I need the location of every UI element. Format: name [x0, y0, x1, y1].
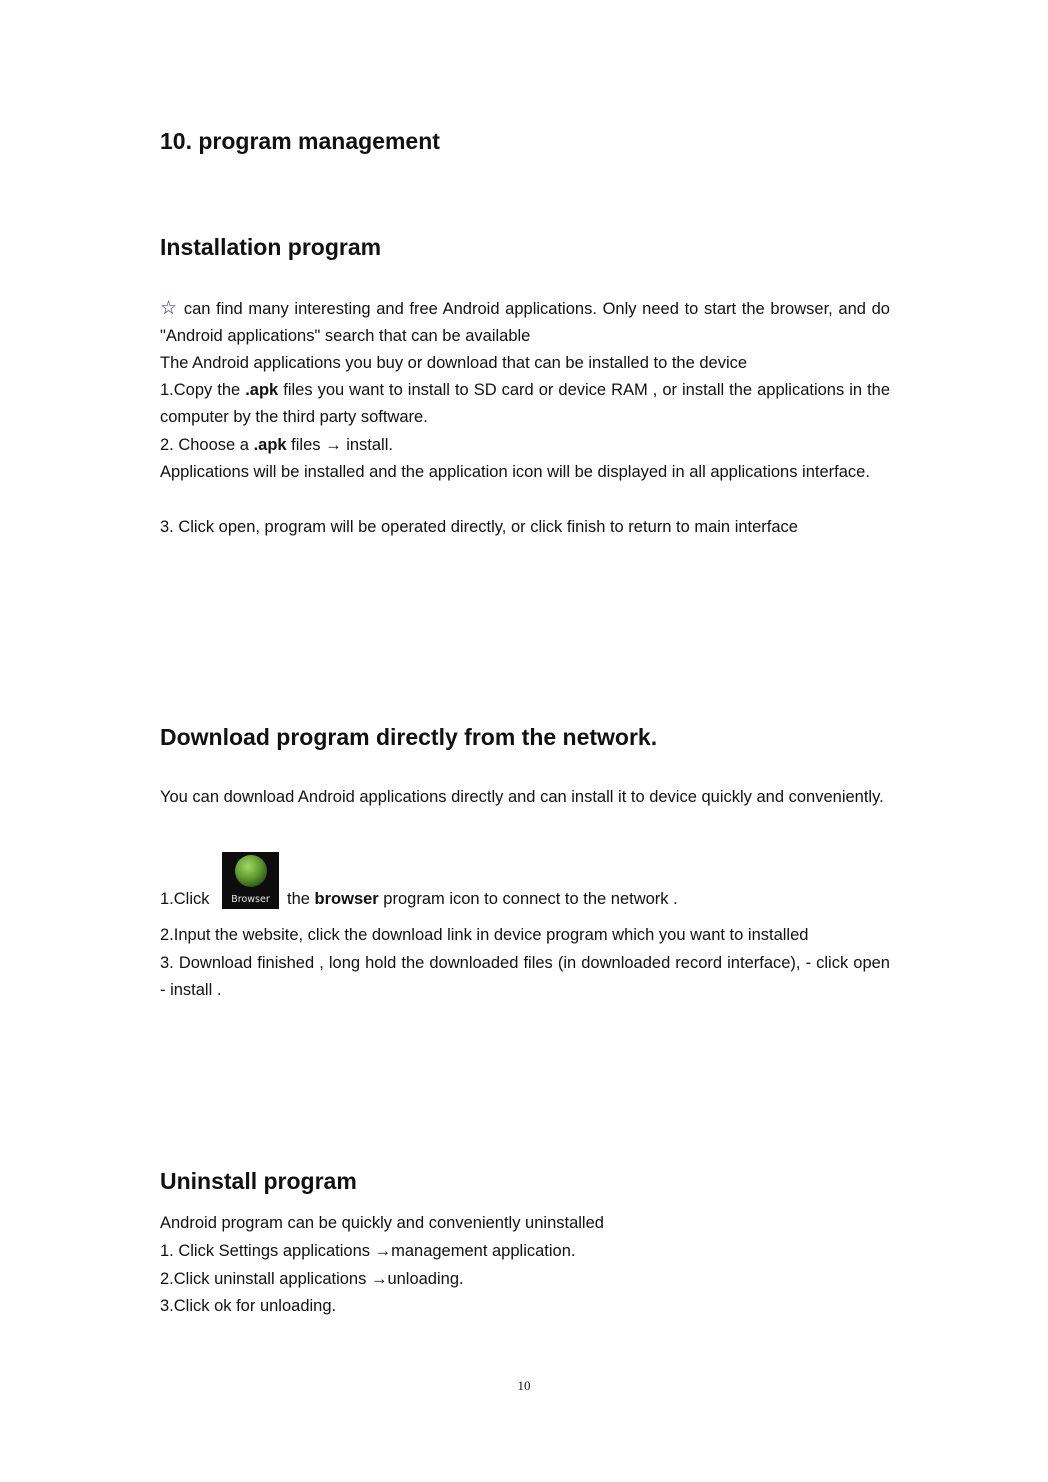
installation-intro-text: can find many interesting and free Android applications. Only need to start the browser, and do "Android applications" search that can be available [160, 300, 890, 346]
uninstall-step3: 3.Click ok for unloading. [160, 1297, 337, 1315]
browser-bold: browser [314, 890, 379, 908]
installation-step3: 3. Click open, program will be operated directly, or click finish to return to main interface [160, 518, 798, 536]
installation-step2 [160, 432, 890, 459]
installation-step2-note: Applications will be installed and the application icon will be displayed in all applications interface. [160, 463, 870, 481]
globe-icon [235, 855, 267, 887]
installation-step1 [160, 377, 890, 432]
step1-apk-bold: .apk [245, 381, 279, 399]
installation-intro [160, 295, 890, 351]
step1-the: the [287, 890, 315, 908]
download-step3: 3. Download finished , long hold the downloaded files (in downloaded record interface), - click open - install . [160, 954, 890, 1000]
installation-line2: The Android applications you buy or download that can be installed to the device [160, 354, 748, 372]
step2-apk-bold: .apk [253, 436, 287, 454]
step1-text-a: 1.Copy the [160, 381, 246, 399]
browser-app-icon[interactable] [222, 852, 279, 909]
browser-icon-label: Browser [231, 894, 270, 905]
star-icon: ☆ [160, 298, 179, 319]
download-intro: You can download Android applications directly and can install it to device quickly and conveniently. [160, 788, 884, 806]
step1-text-b: files you want to install to SD card or device RAM , or install the applications in the computer by the third party software. [160, 381, 891, 427]
download-step2: 2.Input the website, click the download link in device program which you want to installed [160, 926, 809, 944]
step1-rest-text: program icon to connect to the network . [378, 890, 678, 908]
uninstall-heading: Uninstall program [160, 1168, 357, 1194]
installation-heading: Installation program [160, 234, 382, 260]
uninstall-step1: 1. Click Settings applications →management application. [160, 1242, 576, 1260]
step2-text-b: files → install. [286, 436, 393, 454]
uninstall-intro: Android program can be quickly and conveniently uninstalled [160, 1214, 604, 1232]
download-step1-rest [287, 886, 887, 913]
uninstall-step2: 2.Click uninstall applications →unloading. [160, 1270, 464, 1288]
chapter-title: 10. program management [160, 128, 440, 154]
step2-text-a: 2. Choose a [160, 436, 254, 454]
download-step1-prefix: 1.Click [160, 890, 210, 908]
download-heading: Download program directly from the network. [160, 724, 658, 750]
page-number: 10 [517, 1378, 531, 1393]
